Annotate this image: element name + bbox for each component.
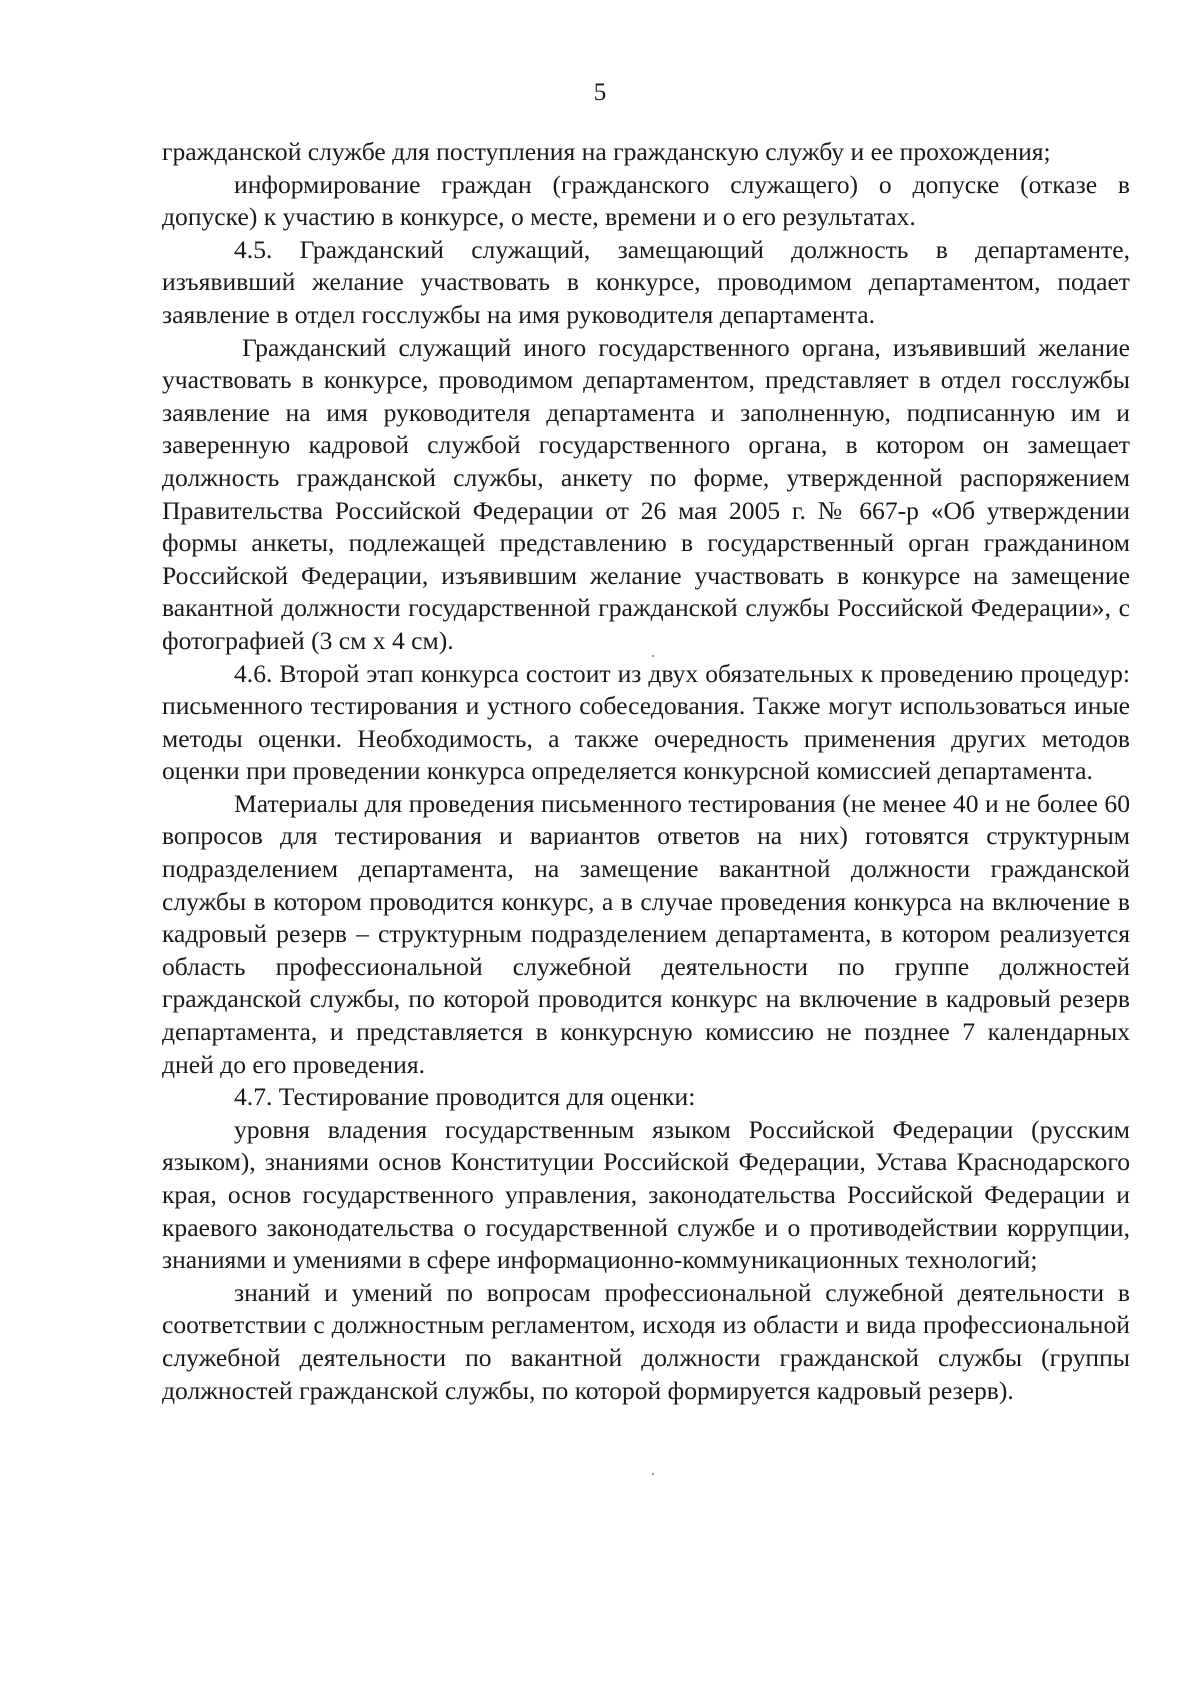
page-number: 5: [593, 79, 607, 106]
paragraph-4-6: 4.6. Второй этап конкурса состоит из двух обязательных к проведению процедур: письменного тестирования и устного собеседования. Также могут использоваться иные методы оценки. Необходимость, а также очередность применения других методов оценки при проведении конкурса определяется конкурсной комиссией департамента.: [162, 658, 1130, 786]
paragraph-professional-knowledge: знаний и умений по вопросам профессиональной служебной деятельности в соответствии с должностным регламентом, исходя из области и вида профессиональной служебной деятельности по вакантной должности гражданской службы (группы должностей гражданской службы, по которой формируется кадровый резерв).: [162, 1277, 1130, 1405]
scan-speck: [652, 655, 654, 657]
document-body: [162, 136, 1130, 1407]
paragraph-continuation: гражданской службе для поступления на гражданскую службу и ее прохождения;: [162, 137, 1051, 166]
paragraph-language-knowledge: уровня владения государственным языком Российской Федерации (русским языком), знаниями основ Конституции Российской Федерации, Устава Краснодарского края, основ государственного управления, законодательства Российской Федерации и краевого законодательства о государственной службе и о противодействии коррупции, знаниями и умениями в сфере информационно-коммуникационных технологий;: [162, 1114, 1130, 1275]
paragraph-4-7: 4.7. Тестирование проводится для оценки:: [234, 1082, 696, 1112]
paragraph-4-5: 4.5. Гражданский служащий, замещающий должность в департаменте, изъявивший желание участвовать в конкурсе, проводимом департаментом, подает заявление в отдел госслужбы на имя руководителя департамента.: [162, 234, 1130, 329]
paragraph-other-agency: Гражданский служащий иного государственного органа, изъявивший желание участвовать в конкурсе, проводимом департаментом, представляет в отдел госслужбы заявление на имя руководителя департамента и заполненную, подписанную им и заверенную кадровой службой государственного органа, в котором он замещает должность гражданской службы, анкету по форме, утвержденной распоряжением Правительства Российской Федерации от 26 мая 2005 г. № 667-р «Об утверждении формы анкеты, подлежащей представлению в государственный орган гражданином Российской Федерации, изъявившим желание участвовать в конкурсе на замещение вакантной должности государственной гражданской службы Российской Федерации», с фотографией (3 см х 4 см).: [162, 332, 1130, 655]
paragraph-informing: информирование граждан (гражданского служащего) о допуске (отказе в допуске) к участию в конкурсе, о месте, времени и о его результатах.: [162, 169, 1130, 232]
paragraph-test-materials: Материалы для проведения письменного тестирования (не менее 40 и не более 60 вопросов для тестирования и вариантов ответов на них) готовятся структурным подразделением департамента, на замещение вакантной должности гражданской службы в котором проводится конкурс, а в случае проведения конкурса на включение в кадровый резерв – структурным подразделением департамента, в котором реализуется область профессиональной служебной деятельности по группе должностей гражданской службы, по которой проводится конкурс на включение в кадровый резерв департамента, и представляется в конкурсную комиссию не позднее 7 календарных дней до его проведения.: [162, 788, 1130, 1079]
scan-speck: [652, 1473, 654, 1475]
